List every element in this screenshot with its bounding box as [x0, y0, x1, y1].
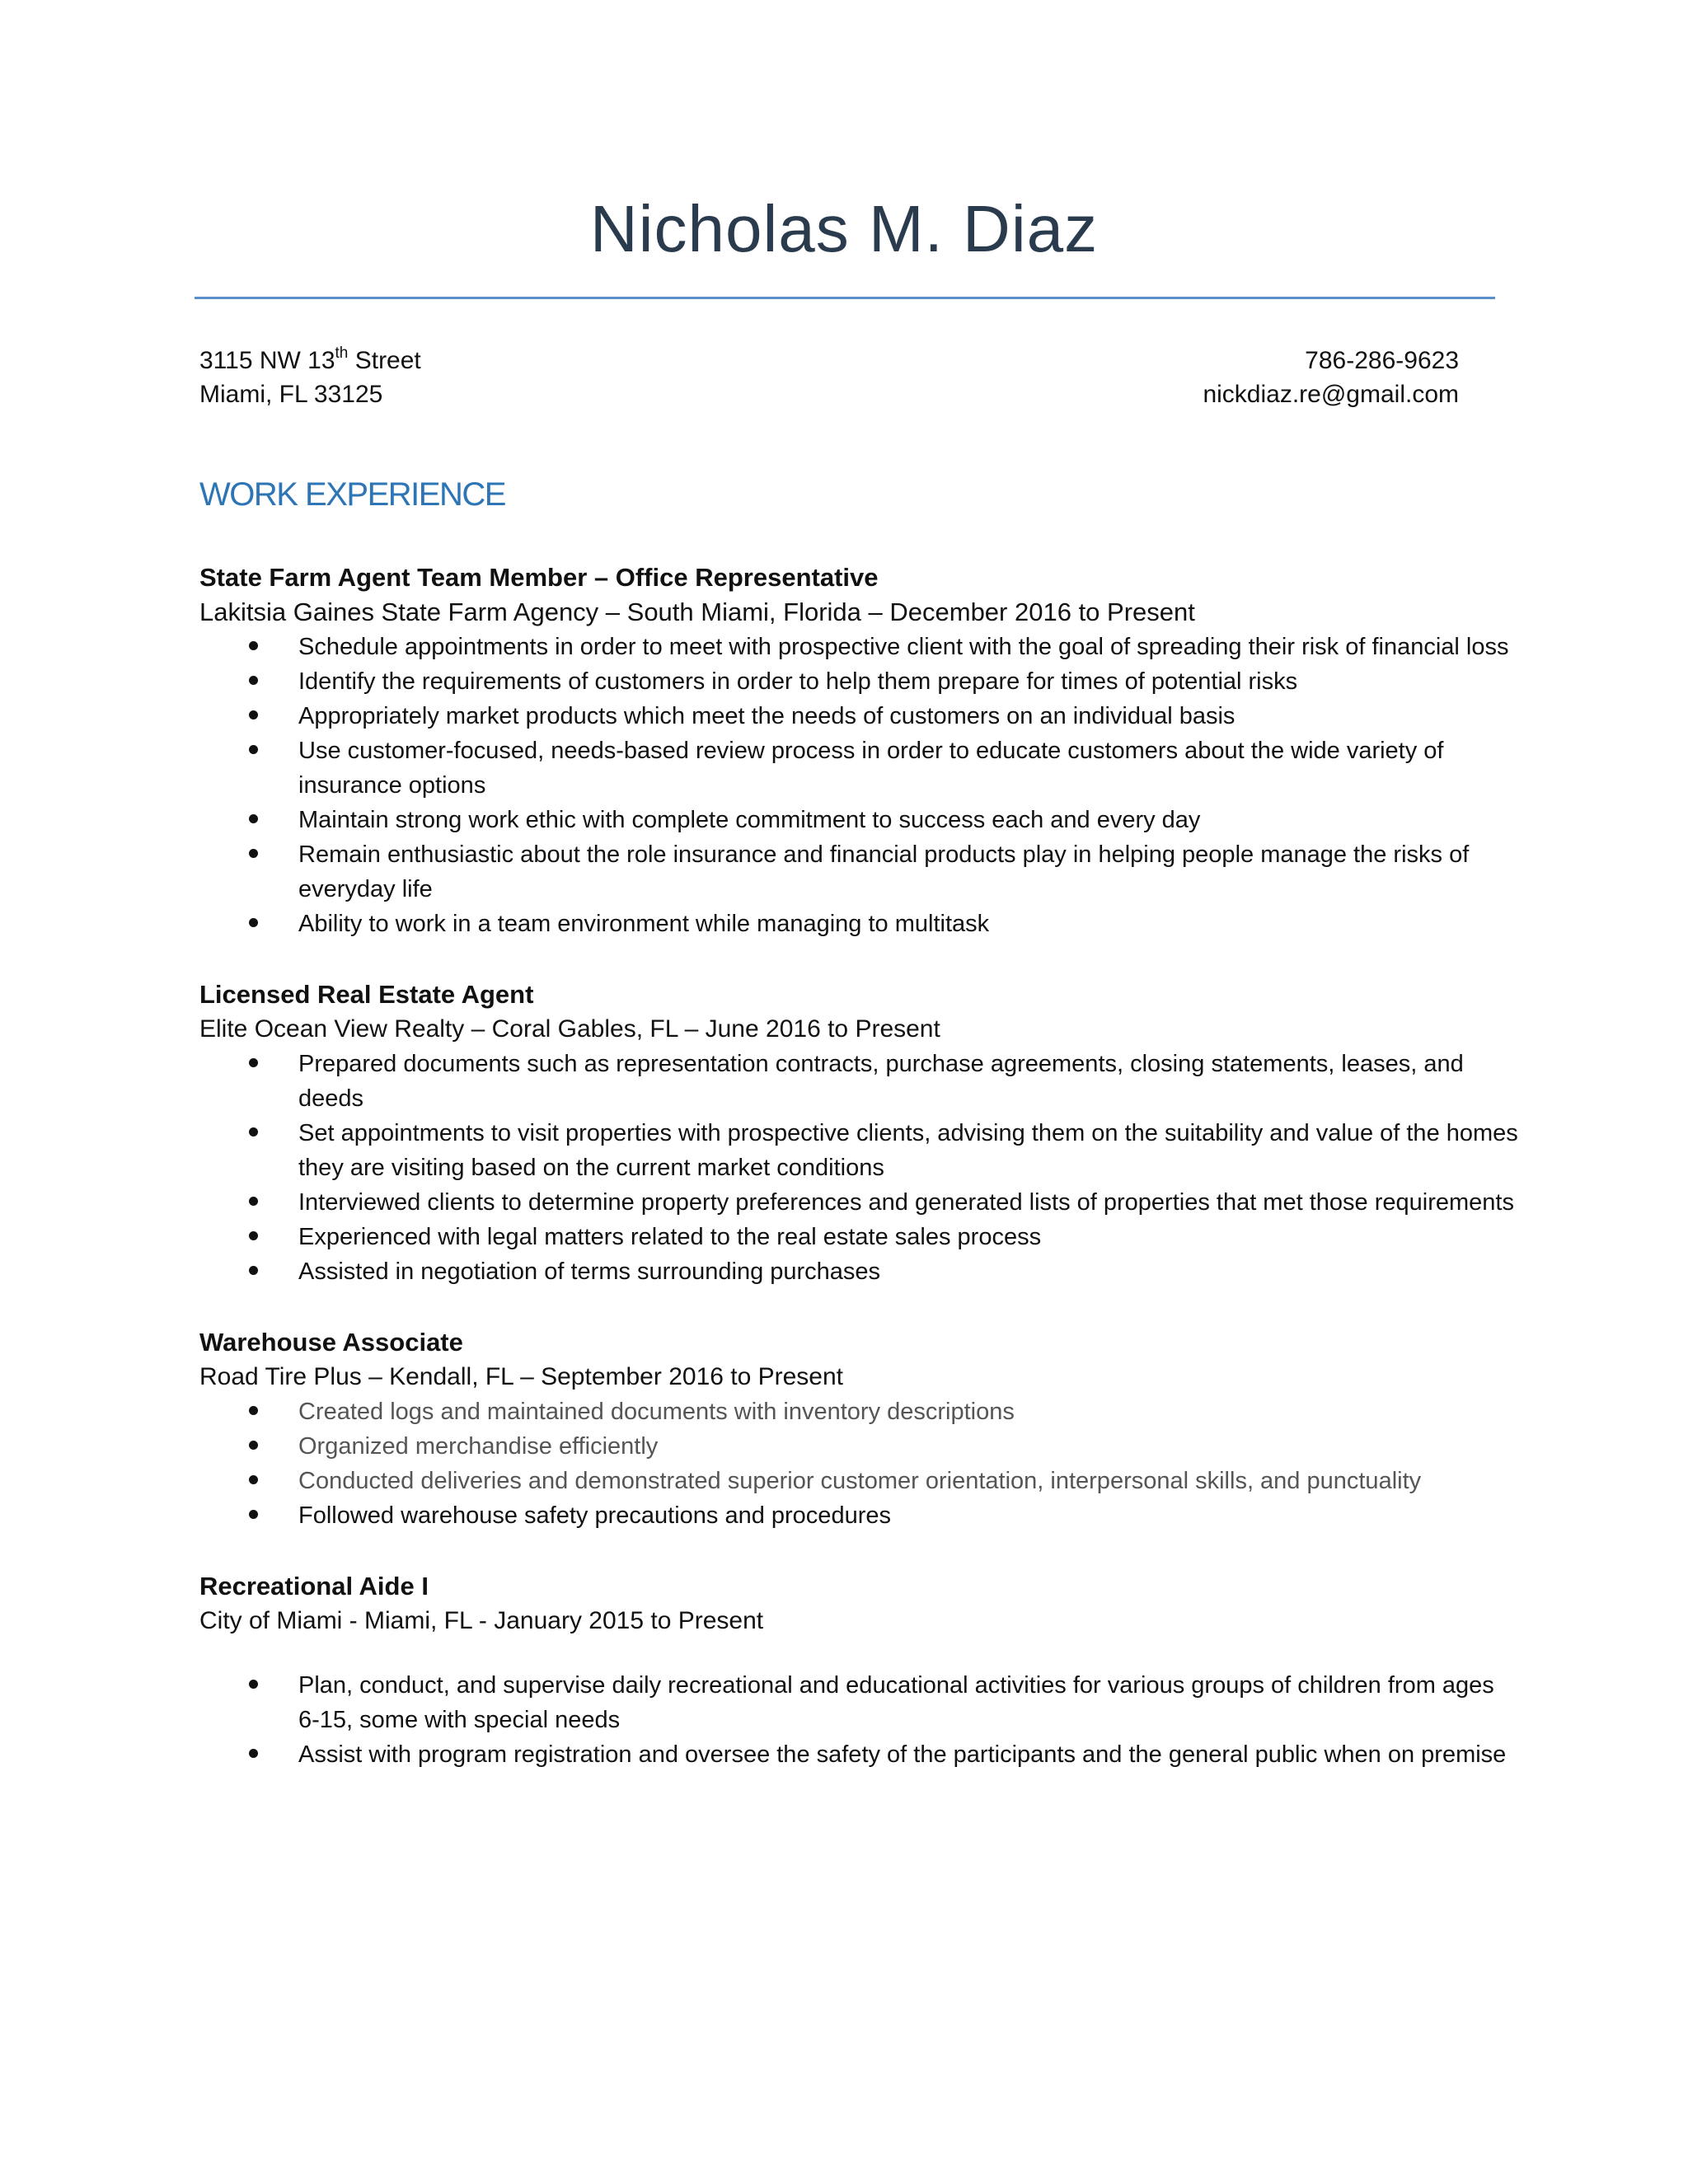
- street-address: [199, 344, 421, 377]
- bullet-icon: [249, 918, 258, 927]
- duty-item: [199, 1394, 1518, 1429]
- job-entry: [199, 1325, 1518, 1533]
- duty-text: Maintain strong work ethic with complete commitment to success each and every day: [298, 807, 1201, 833]
- duty-item: [199, 1116, 1518, 1185]
- duty-text: Ability to work in a team environment while managing to multitask: [298, 911, 990, 937]
- phone-number: 786-286-9623: [1305, 347, 1459, 374]
- duty-item: [199, 1254, 1518, 1289]
- job-list: [199, 560, 1518, 1808]
- bullet-icon: [249, 1266, 258, 1275]
- duty-item: [199, 1220, 1518, 1254]
- bullet-icon: [249, 1127, 258, 1137]
- header-divider: [195, 297, 1495, 299]
- duty-text: Identify the requirements of customers in order to help them prepare for times of potential risks: [298, 668, 1298, 695]
- bullet-icon: [249, 710, 258, 719]
- duty-text: Assist with program registration and oversee the safety of the participants and the general public when on premise: [298, 1741, 1507, 1768]
- job-title: State Farm Agent Team Member – Office Representative: [199, 563, 879, 592]
- duty-item: [199, 630, 1518, 664]
- bullet-icon: [249, 1680, 258, 1689]
- duty-text: Plan, conduct, and supervise daily recreational and educational activities for various groups of children from ages 6-15, some with special needs: [298, 1672, 1494, 1733]
- duty-text: Schedule appointments in order to meet with prospective client with the goal of spreading their risk of financial loss: [298, 634, 1509, 660]
- bullet-icon: [249, 1406, 258, 1415]
- duty-item: [199, 1464, 1518, 1498]
- bullet-icon: [249, 1058, 258, 1067]
- duty-item: [199, 803, 1518, 837]
- resume-name: Nicholas M. Diaz: [589, 192, 1099, 265]
- address-block: [199, 344, 421, 411]
- duty-text: Use customer-focused, needs-based review process in order to educate customers about the wide variety of insurance options: [298, 738, 1444, 799]
- job-title: Warehouse Associate: [199, 1328, 463, 1357]
- duty-item: [199, 699, 1518, 733]
- duty-item: [199, 664, 1518, 699]
- duty-text: Created logs and maintained documents with inventory descriptions: [298, 1399, 1015, 1425]
- job-entry: [199, 560, 1518, 941]
- duty-item: [199, 1498, 1518, 1533]
- duty-text: Appropriately market products which meet the needs of customers on an individual basis: [298, 703, 1236, 729]
- duty-text: Experienced with legal matters related to the real estate sales process: [298, 1224, 1042, 1250]
- blank-line: [199, 1638, 1518, 1668]
- duty-item: [199, 1047, 1518, 1116]
- bullet-icon: [249, 641, 258, 650]
- job-title: Recreational Aide I: [199, 1572, 429, 1601]
- duty-item: [199, 1185, 1518, 1220]
- job-duties: [199, 1047, 1518, 1289]
- street-name: Street: [348, 347, 421, 374]
- duty-text: Followed warehouse safety precautions and procedures: [298, 1502, 891, 1529]
- bullet-icon: [249, 849, 258, 858]
- bullet-icon: [249, 1231, 258, 1240]
- city-state-zip: Miami, FL 33125: [199, 381, 383, 408]
- duty-item: [199, 1429, 1518, 1464]
- job-employer-dates: Road Tire Plus – Kendall, FL – September 2016 to Present: [199, 1363, 844, 1390]
- bullet-icon: [249, 1197, 258, 1206]
- duty-text: Organized merchandise efficiently: [298, 1433, 659, 1460]
- job-employer-dates: Elite Ocean View Realty – Coral Gables, FL – June 2016 to Present: [199, 1015, 940, 1043]
- duty-item: [199, 907, 1518, 941]
- duty-text: Conducted deliveries and demonstrated superior customer orientation, interpersonal skills, and punctuality: [298, 1468, 1422, 1494]
- job-employer-dates: Lakitsia Gaines State Farm Agency – South Miami, Florida – December 2016 to Present: [199, 598, 1195, 626]
- bullet-icon: [249, 745, 258, 754]
- duty-item: [199, 1668, 1518, 1737]
- duty-item: [199, 837, 1518, 907]
- job-title: Licensed Real Estate Agent: [199, 980, 534, 1009]
- bullet-icon: [249, 1441, 258, 1450]
- street-number: 3115 NW 13: [199, 347, 335, 374]
- bullet-icon: [249, 1475, 258, 1484]
- duty-text: Interviewed clients to determine property preferences and generated lists of properties that met those requirements: [298, 1189, 1514, 1216]
- email-address: nickdiaz.re@gmail.com: [1203, 381, 1459, 408]
- duty-item: [199, 733, 1518, 803]
- duty-text: Remain enthusiastic about the role insurance and financial products play in helping people manage the risks of everyday life: [298, 841, 1470, 902]
- duty-text: Prepared documents such as representation contracts, purchase agreements, closing statements, leases, and deeds: [298, 1051, 1464, 1112]
- job-employer-dates: City of Miami - Miami, FL - January 2015 to Present: [199, 1607, 764, 1634]
- job-duties: [199, 1668, 1518, 1772]
- bullet-icon: [249, 1510, 258, 1519]
- job-duties: [199, 630, 1518, 941]
- contact-block: [1203, 344, 1459, 411]
- bullet-icon: [249, 676, 258, 685]
- job-duties: [199, 1394, 1518, 1533]
- bullet-icon: [249, 814, 258, 823]
- duty-text: Set appointments to visit properties with prospective clients, advising them on the suitability and value of the homes they are visiting based on the current market conditions: [298, 1120, 1518, 1181]
- job-entry: [199, 977, 1518, 1289]
- duty-item: [199, 1737, 1518, 1772]
- street-ordinal-suffix: th: [335, 344, 349, 362]
- section-title-work-experience: WORK EXPERIENCE: [199, 476, 505, 513]
- job-entry: [199, 1569, 1518, 1772]
- duty-text: Assisted in negotiation of terms surrounding purchases: [298, 1258, 881, 1285]
- bullet-icon: [249, 1749, 258, 1758]
